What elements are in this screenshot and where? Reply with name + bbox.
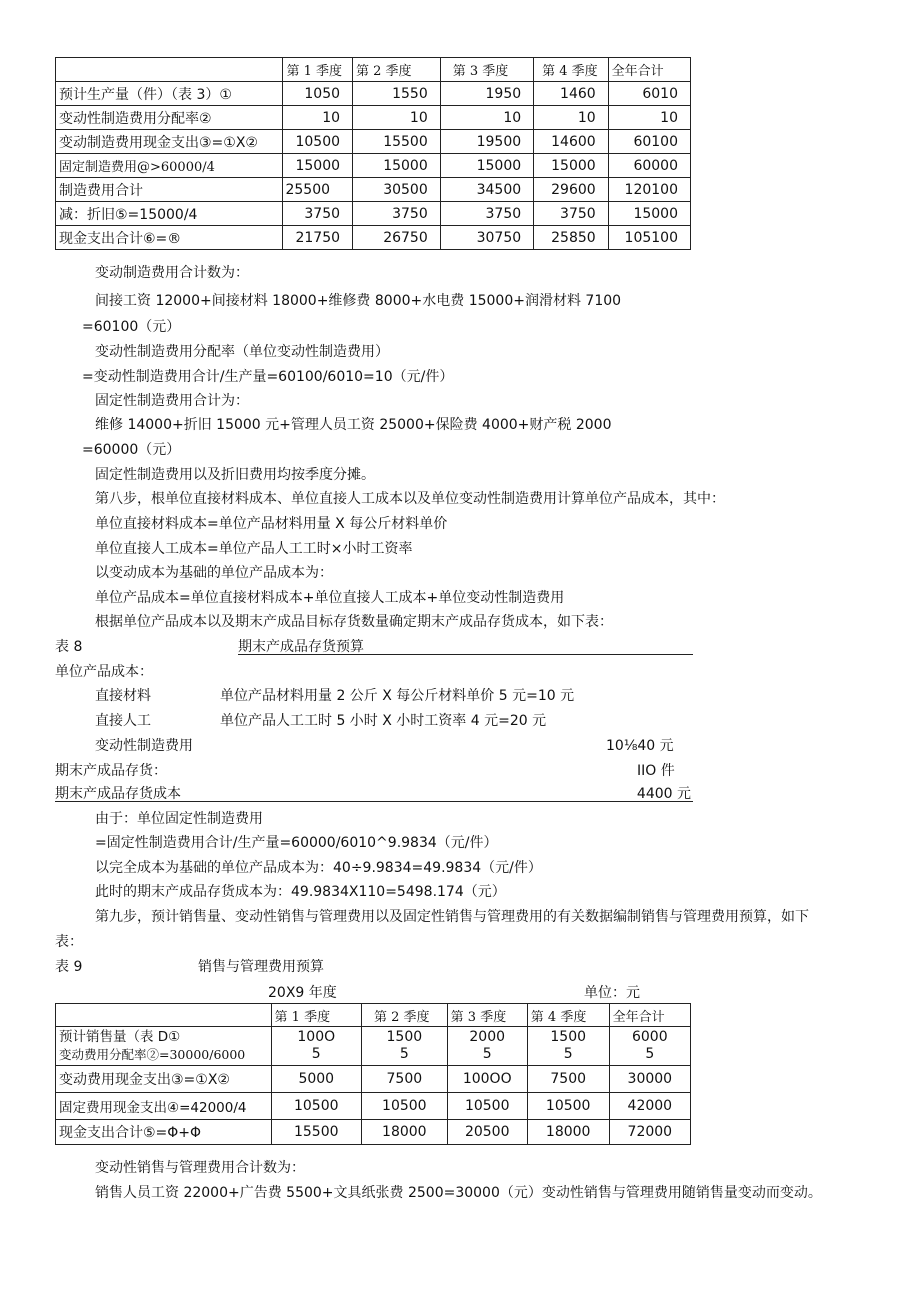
- cell: 18000: [527, 1120, 609, 1145]
- paragraph: 由于：单位固定性制造费用: [95, 811, 263, 827]
- cell: 10500: [361, 1093, 447, 1120]
- item-value: 4400 元: [636, 786, 691, 802]
- row-label: 现金支出合计⑥=®: [56, 226, 283, 250]
- item-value: 10⅛40 元: [606, 738, 674, 754]
- cell-line: 100O: [297, 1029, 336, 1045]
- cell: 5000: [271, 1066, 361, 1093]
- paragraph: 以变动成本为基础的单位产品成本为：: [95, 565, 333, 581]
- table-header-cell: 第 1 季度: [283, 58, 353, 82]
- item-text: 单位产品材料用量 2 公斤 X 每公斤材料单价 5 元=10 元: [220, 688, 575, 704]
- cell: 10500: [283, 130, 353, 154]
- paragraph: =60100（元）: [82, 319, 181, 335]
- row-label: 减：折旧⑤=15000/4: [56, 202, 283, 226]
- item-label: 变动性制造费用: [95, 738, 193, 754]
- total-row: [55, 783, 693, 802]
- row-label: 现金支出合计⑤=Φ+Φ: [56, 1120, 272, 1145]
- paragraph: =变动性制造费用合计/生产量=60100/6010=10（元/件）: [82, 369, 454, 385]
- paragraph: 固定性制造费用合计为：: [95, 393, 249, 409]
- cell: 10: [353, 106, 441, 130]
- cell: 10500: [447, 1093, 527, 1120]
- selling-admin-budget-table: [55, 1003, 691, 1145]
- row-label: 变动制造费用现金支出③=①X②: [56, 130, 283, 154]
- cell: 3750: [283, 202, 353, 226]
- cell: 3750: [534, 202, 609, 226]
- cell-line: 6000: [631, 1029, 668, 1045]
- table-row: [56, 202, 691, 226]
- cell: 72000: [609, 1120, 690, 1145]
- cell: 20500: [447, 1120, 527, 1145]
- cell: 105100: [608, 226, 690, 250]
- cell: [271, 1027, 361, 1066]
- cell: 25500: [283, 178, 353, 202]
- table-header-cell: 全年合计: [608, 58, 690, 82]
- paragraph: =60000（元）: [82, 442, 181, 458]
- cell: 6010: [608, 82, 690, 106]
- cell: 15000: [440, 154, 533, 178]
- table-label: 表 9: [55, 959, 83, 975]
- cell: 21750: [283, 226, 353, 250]
- cell: 15500: [271, 1120, 361, 1145]
- table-header-cell: 第 1 季度: [271, 1004, 361, 1027]
- table-header-cell: 第 2 季度: [353, 58, 441, 82]
- table-title: [238, 636, 693, 655]
- cell: 15000: [608, 202, 690, 226]
- cell-line: 5: [399, 1046, 409, 1062]
- table-header-row: [56, 1004, 691, 1027]
- paragraph: 单位产品成本=单位直接材料成本+单位直接人工成本+单位变动性制造费用: [95, 590, 565, 606]
- row-label: 变动费用现金支出③=①X②: [56, 1066, 272, 1093]
- item-label: 期末产成品存货成本: [55, 786, 181, 802]
- paragraph: 变动性制造费用分配率（单位变动性制造费用）: [95, 344, 389, 360]
- table-row: [56, 82, 691, 106]
- cell: 10: [534, 106, 609, 130]
- cell: 1950: [440, 82, 533, 106]
- paragraph: =固定性制造费用合计/生产量=60000/6010^9.9834（元/件）: [95, 835, 498, 851]
- cell: 7500: [527, 1066, 609, 1093]
- paragraph: 根据单位产品成本以及期末产成品目标存货数量确定期末产成品存货成本，如下表：: [95, 614, 613, 630]
- table-row: [56, 178, 691, 202]
- cell: 25850: [534, 226, 609, 250]
- row-label-line: 变动费用分配率②=30000/6000: [59, 1047, 246, 1062]
- paragraph: 以完全成本为基础的单位产品成本为：40÷9.9834=49.9834（元/件）: [95, 860, 542, 876]
- cell-line: 1500: [386, 1029, 423, 1045]
- item-text: 单位产品人工工时 5 小时 X 小时工资率 4 元=20 元: [220, 713, 547, 729]
- cell: 100OO: [447, 1066, 527, 1093]
- table-row: [56, 1120, 691, 1145]
- cell: 10500: [271, 1093, 361, 1120]
- table-header-cell: 第 3 季度: [447, 1004, 527, 1027]
- row-label-line: 预计销售量（表 D①: [59, 1029, 181, 1045]
- row-label: 变动性制造费用分配率②: [56, 106, 283, 130]
- cell: 60000: [608, 154, 690, 178]
- cell: 10: [608, 106, 690, 130]
- paragraph: 变动性销售与管理费用合计数为：: [95, 1160, 305, 1176]
- table-header-row: [56, 58, 691, 82]
- cell: 60100: [608, 130, 690, 154]
- cell-line: 1500: [550, 1029, 587, 1045]
- paragraph: 单位直接材料成本=单位产品材料用量 X 每公斤材料单价: [95, 516, 448, 532]
- cell: 30500: [353, 178, 441, 202]
- paragraph: 第八步，根单位直接材料成本、单位直接人工成本以及单位变动性制造费用计算单位产品成本，其中：: [95, 491, 725, 507]
- table-row: [56, 130, 691, 154]
- item-label: 直接人工: [95, 713, 151, 729]
- paragraph: 固定性制造费用以及折旧费用均按季度分摊。: [95, 467, 375, 483]
- section-label: 单位产品成本：: [55, 664, 153, 680]
- cell-line: 2000: [469, 1029, 506, 1045]
- overhead-budget-table: [55, 57, 691, 250]
- cell: [361, 1027, 447, 1066]
- cell: [527, 1027, 609, 1066]
- cell: 18000: [361, 1120, 447, 1145]
- paragraph: 单位直接人工成本=单位产品人工工时×小时工资率: [95, 541, 413, 557]
- table-header-cell: [56, 1004, 272, 1027]
- cell: 3750: [440, 202, 533, 226]
- table-row: [56, 106, 691, 130]
- paragraph: 第九步，预计销售量、变动性销售与管理费用以及固定性销售与管理费用的有关数据编制销售与管理费用预算，如下: [95, 909, 809, 925]
- cell-line: 5: [563, 1046, 573, 1062]
- cell: 7500: [361, 1066, 447, 1093]
- table-row: [56, 154, 691, 178]
- cell: [609, 1027, 690, 1066]
- cell-line: 5: [645, 1046, 655, 1062]
- cell: 34500: [440, 178, 533, 202]
- paragraph: 表：: [55, 934, 83, 950]
- row-label: [56, 1027, 272, 1066]
- row-label: 制造费用合计: [56, 178, 283, 202]
- year-label: 20X9 年度: [268, 985, 337, 1001]
- table-row: [56, 226, 691, 250]
- unit-label: 单位：元: [584, 985, 640, 1001]
- cell-line: 5: [482, 1046, 492, 1062]
- paragraph: 维修 14000+折旧 15000 元+管理人员工资 25000+保险费 4000+财产税 2000: [95, 417, 612, 433]
- cell: 10: [440, 106, 533, 130]
- cell: 30750: [440, 226, 533, 250]
- paragraph: 此时的期末产成品存货成本为：49.9834X110=5498.174（元）: [95, 884, 506, 900]
- table-header-cell: 第 4 季度: [534, 58, 609, 82]
- cell: 15000: [283, 154, 353, 178]
- table-title: 销售与管理费用预算: [198, 959, 324, 975]
- cell: [447, 1027, 527, 1066]
- cell: 29600: [534, 178, 609, 202]
- item-label: 期末产成品存货：: [55, 763, 167, 779]
- paragraph: 间接工资 12000+间接材料 18000+维修费 8000+水电费 15000+润滑材料 7100: [95, 293, 622, 309]
- cell: 10500: [527, 1093, 609, 1120]
- cell: 10: [283, 106, 353, 130]
- cell: 15000: [534, 154, 609, 178]
- cell: 120100: [608, 178, 690, 202]
- table-row: [56, 1027, 691, 1066]
- cell: 1550: [353, 82, 441, 106]
- cell: 3750: [353, 202, 441, 226]
- table-header-cell: 第 4 季度: [527, 1004, 609, 1027]
- cell: 19500: [440, 130, 533, 154]
- row-label: 预计生产量（件）（表 3）①: [56, 82, 283, 106]
- cell: 42000: [609, 1093, 690, 1120]
- cell: 1050: [283, 82, 353, 106]
- table-row: [56, 1066, 691, 1093]
- table-header-cell: 全年合计: [609, 1004, 690, 1027]
- cell: 14600: [534, 130, 609, 154]
- table-label: 表 8: [55, 639, 83, 655]
- cell: 1460: [534, 82, 609, 106]
- paragraph: 销售人员工资 22000+广告费 5500+文具纸张费 2500=30000（元）变动性销售与管理费用随销售量变动而变动。: [95, 1185, 822, 1201]
- table-title-text: 期末产成品存货预算: [238, 639, 364, 655]
- row-label: 固定费用现金支出④=42000/4: [56, 1093, 272, 1120]
- cell-line: 5: [311, 1046, 321, 1062]
- table-header-cell: 第 3 季度: [440, 58, 533, 82]
- table-row: [56, 1093, 691, 1120]
- item-value: IIO 件: [637, 763, 675, 779]
- table-header-cell: [56, 58, 283, 82]
- cell: 30000: [609, 1066, 690, 1093]
- cell: 26750: [353, 226, 441, 250]
- paragraph: 变动制造费用合计数为：: [95, 265, 249, 281]
- cell: 15500: [353, 130, 441, 154]
- cell: 15000: [353, 154, 441, 178]
- table-header-cell: 第 2 季度: [361, 1004, 447, 1027]
- row-label: 固定制造费用@>60000/4: [56, 154, 283, 178]
- item-label: 直接材料: [95, 688, 151, 704]
